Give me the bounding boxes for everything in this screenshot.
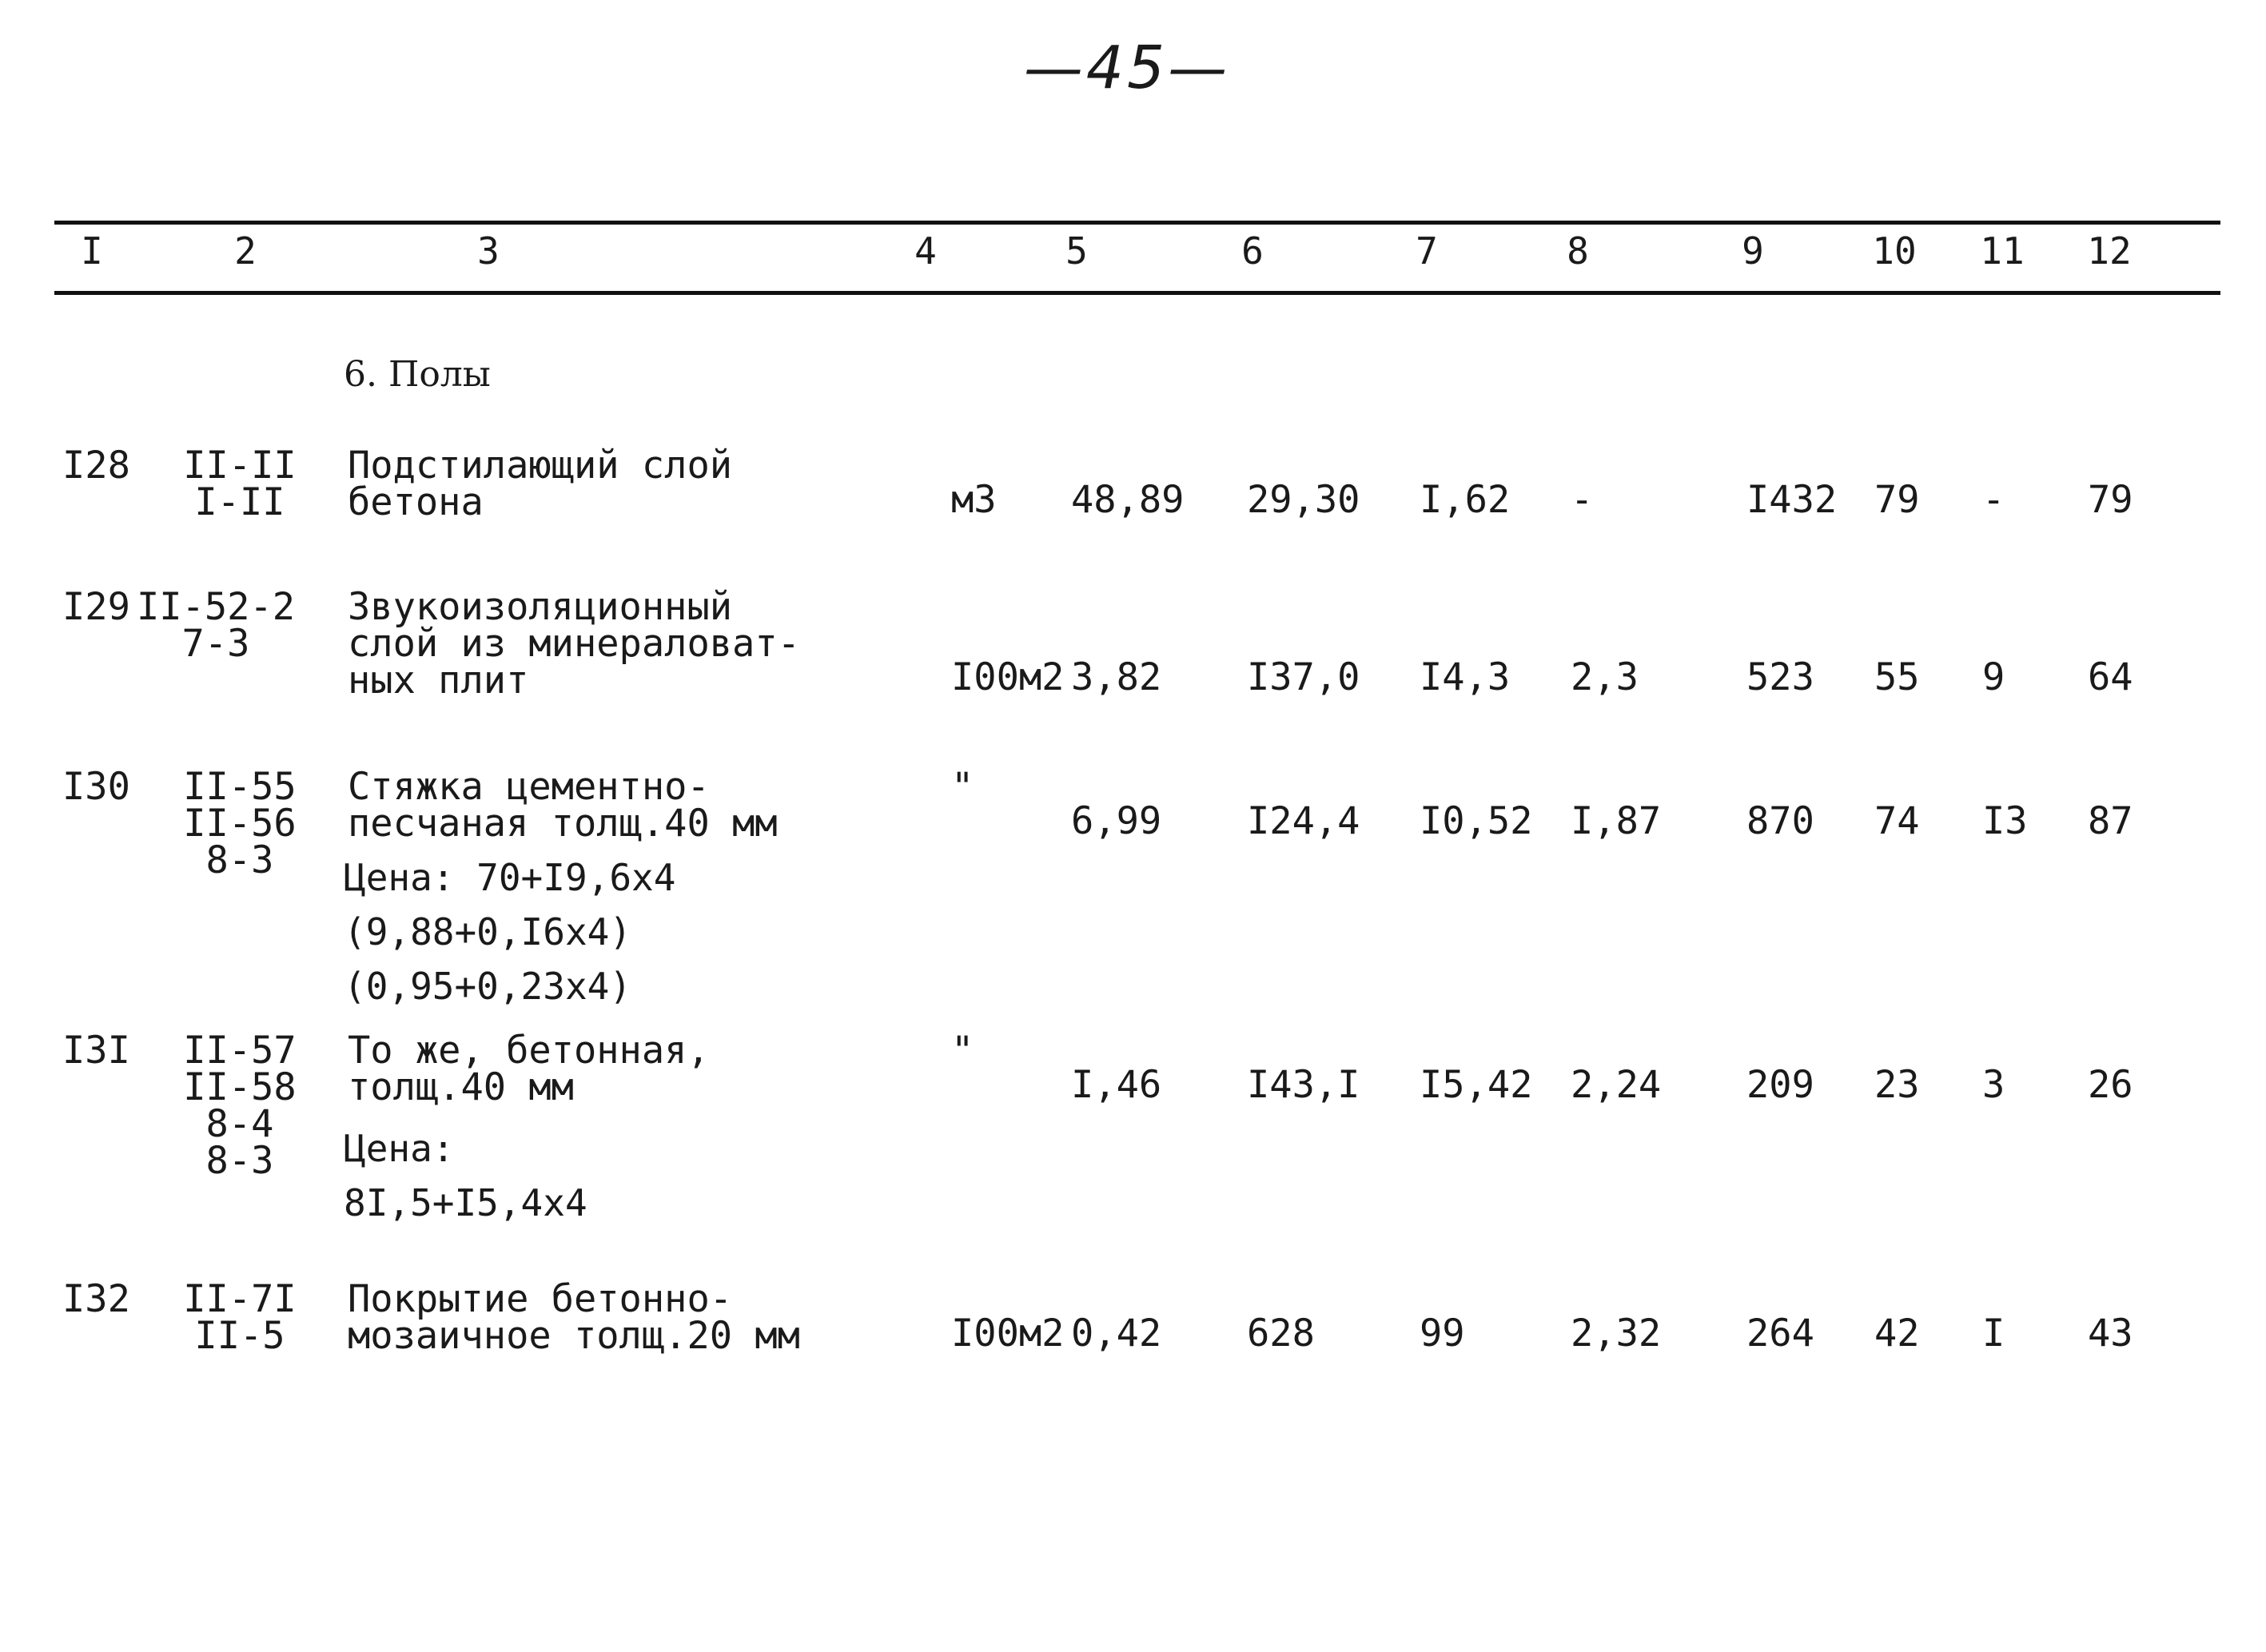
row-number: I28 — [62, 444, 130, 488]
work-name-line: Покрытие бетонно- — [348, 1277, 733, 1321]
work-name-line: песчаная толщ.40 мм — [348, 802, 778, 846]
cell-c9: 209 — [1746, 1063, 1814, 1107]
cell-c8: 2,24 — [1571, 1063, 1662, 1107]
column-header-7: 7 — [1416, 229, 1438, 273]
cell-c8: - — [1571, 478, 1594, 522]
norm-code-line: 8-4 — [205, 1102, 274, 1146]
price-note-line: Цена: 70+I9,6х4 — [344, 856, 676, 899]
row-number: I30 — [62, 765, 130, 809]
column-header-4: 4 — [914, 229, 937, 273]
work-name-line: мозаичное толщ.20 мм — [348, 1314, 800, 1358]
cell-c10: 23 — [1874, 1063, 1920, 1107]
cell-c8: 2,32 — [1571, 1312, 1662, 1355]
cell-c7: I5,42 — [1420, 1063, 1533, 1107]
cell-unit: I00м2 — [951, 655, 1065, 699]
cell-price: 628 — [1247, 1312, 1315, 1355]
cell-price: I24,4 — [1247, 799, 1360, 843]
price-note-line: (0,95+0,23х4) — [344, 965, 632, 1008]
price-note — [344, 850, 675, 1013]
table-rule-bottom — [54, 291, 2220, 295]
norm-code — [128, 585, 304, 666]
cell-c11: I3 — [1982, 799, 2028, 843]
norm-code — [152, 765, 328, 882]
norm-code-line: II-7I — [183, 1277, 297, 1321]
norm-code — [152, 444, 328, 524]
cell-c12: 26 — [2088, 1063, 2133, 1107]
price-note-line: Цена: — [344, 1127, 455, 1170]
norm-code-line: II-II — [183, 444, 297, 488]
norm-code-line: 8-3 — [205, 838, 274, 882]
cell-unit: I00м2 — [951, 1312, 1065, 1355]
cell-price: 29,30 — [1247, 478, 1360, 522]
column-header-3: 3 — [477, 229, 500, 273]
cell-qty: 6,99 — [1071, 799, 1162, 843]
price-note-line: 8I,5+I5,4х4 — [344, 1181, 587, 1224]
cell-c10: 79 — [1874, 478, 1920, 522]
norm-code-line: II-58 — [183, 1065, 297, 1109]
work-name — [348, 765, 778, 846]
work-name-line: ных плит — [348, 659, 529, 703]
column-header-1: I — [81, 229, 103, 273]
row-number: I32 — [62, 1277, 130, 1321]
column-header-5: 5 — [1065, 229, 1088, 273]
table-rule-top — [54, 221, 2220, 225]
cell-qty: 48,89 — [1071, 478, 1185, 522]
cell-c11: - — [1982, 478, 2005, 522]
cell-unit: " — [951, 1029, 974, 1073]
column-header-11: 11 — [1980, 229, 2025, 273]
work-name-line: толщ.40 мм — [348, 1065, 574, 1109]
cell-c12: 87 — [2088, 799, 2133, 843]
cell-c7: I0,52 — [1420, 799, 1533, 843]
norm-code-line: II-5 — [194, 1314, 285, 1358]
work-name — [348, 1029, 710, 1109]
work-name-line: слой из минераловат- — [348, 622, 800, 666]
column-header-9: 9 — [1742, 229, 1764, 273]
norm-code-line: I-II — [194, 480, 285, 524]
work-name-line: То же, бетонная, — [348, 1029, 710, 1073]
cell-c11: 9 — [1982, 655, 2005, 699]
work-name — [348, 585, 800, 703]
section-title: 6. Полы — [344, 354, 491, 395]
norm-code-line: II-57 — [183, 1029, 297, 1073]
cell-c9: 523 — [1746, 655, 1814, 699]
work-name — [348, 1277, 800, 1358]
cell-c12: 43 — [2088, 1312, 2133, 1355]
cell-c10: 74 — [1874, 799, 1920, 843]
norm-code — [152, 1277, 328, 1358]
cell-c8: 2,3 — [1571, 655, 1639, 699]
norm-code-line: 8-3 — [205, 1139, 274, 1183]
cell-c10: 42 — [1874, 1312, 1920, 1355]
work-name-line: Стяжка цементно- — [348, 765, 710, 809]
cell-c12: 64 — [2088, 655, 2133, 699]
cell-c7: I,62 — [1420, 478, 1511, 522]
price-note — [344, 1121, 587, 1230]
cell-qty: 3,82 — [1071, 655, 1162, 699]
norm-code — [152, 1029, 328, 1183]
work-name-line: бетона — [348, 480, 484, 524]
work-name-line: Звукоизоляционный — [348, 585, 733, 629]
column-header-8: 8 — [1567, 229, 1589, 273]
row-number: I29 — [62, 585, 130, 629]
norm-code-line: II-56 — [183, 802, 297, 846]
column-header-2: 2 — [234, 229, 257, 273]
norm-code-line: II-55 — [183, 765, 297, 809]
cell-unit: " — [951, 765, 974, 809]
cell-c11: 3 — [1982, 1063, 2005, 1107]
price-note-line: (9,88+0,I6х4) — [344, 910, 632, 953]
norm-code-line: 7-3 — [181, 622, 250, 666]
cell-c11: I — [1982, 1312, 2005, 1355]
norm-code-line: II-52-2 — [136, 585, 296, 629]
cell-c9: 870 — [1746, 799, 1814, 843]
cell-c10: 55 — [1874, 655, 1920, 699]
column-header-12: 12 — [2087, 229, 2132, 273]
work-name — [348, 444, 733, 524]
cell-c9: I432 — [1746, 478, 1838, 522]
cell-c9: 264 — [1746, 1312, 1814, 1355]
row-number: I3I — [62, 1029, 130, 1073]
cell-qty: I,46 — [1071, 1063, 1162, 1107]
work-name-line: Подстилающий слой — [348, 444, 733, 488]
cell-qty: 0,42 — [1071, 1312, 1162, 1355]
cell-c7: I4,3 — [1420, 655, 1511, 699]
cell-unit: м3 — [951, 478, 997, 522]
cell-c8: I,87 — [1571, 799, 1662, 843]
column-header-10: 10 — [1872, 229, 1917, 273]
cell-c7: 99 — [1420, 1312, 1465, 1355]
column-header-6: 6 — [1241, 229, 1264, 273]
cell-c12: 79 — [2088, 478, 2133, 522]
cell-price: I43,I — [1247, 1063, 1360, 1107]
page-number: —45— — [1023, 34, 1231, 102]
cell-price: I37,0 — [1247, 655, 1360, 699]
